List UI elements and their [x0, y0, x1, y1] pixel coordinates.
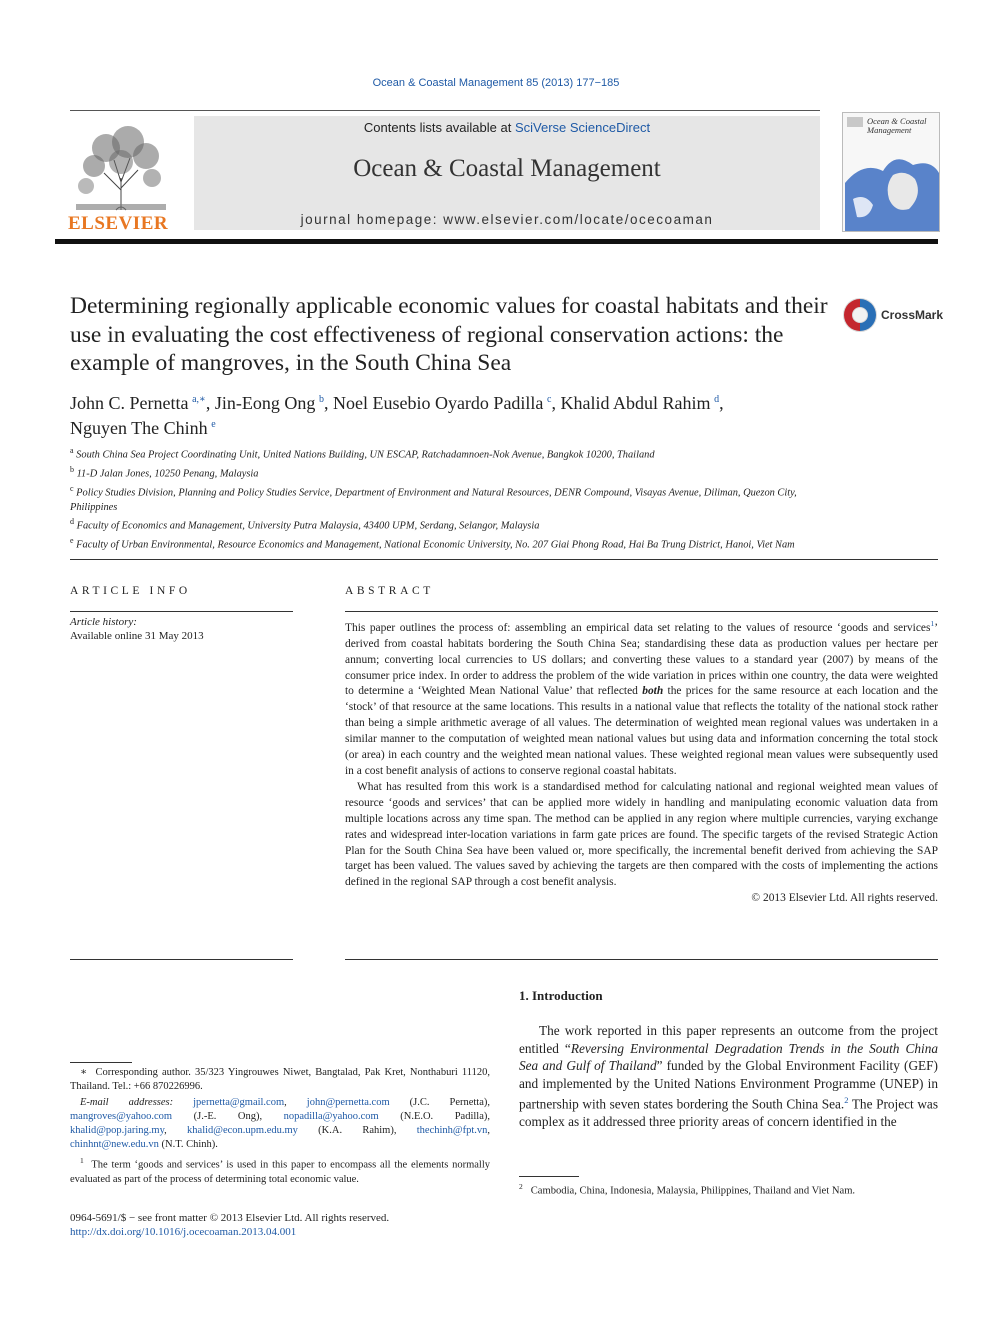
- affiliation-item: [70, 444, 830, 463]
- abstract-emphasis: both: [642, 685, 664, 698]
- affiliation-key: b: [70, 464, 74, 474]
- email-link[interactable]: thechinh@fpt.vn: [416, 1125, 488, 1137]
- introduction-body: [519, 1022, 938, 1130]
- corresponding-author-note: [70, 1066, 490, 1095]
- article-title: Determining regionally applicable economic values for coastal habitats and their use in evaluating the cost effectiveness of regional conservation actions: the example of mangroves, in the South China Sea: [70, 293, 828, 376]
- email-separator: (N.E.O. Padilla),: [378, 1110, 490, 1122]
- journal-citation[interactable]: Ocean & Coastal Management 85 (2013) 177−185: [372, 77, 620, 89]
- corresponding-text: Corresponding author. 35/323 Yingrouwes Niwet, Bangtalad, Pak Kret, Nonthaburi 11120, Thailand. Tel.: +66 870226996.: [70, 1067, 490, 1093]
- author-affiliation-mark[interactable]: a,∗: [192, 394, 206, 405]
- affiliation-item: [70, 463, 830, 482]
- footnote-1: [70, 1154, 490, 1187]
- contents-prefix: Contents lists available at: [363, 120, 515, 135]
- crossmark-icon: [841, 296, 881, 336]
- sciencedirect-link[interactable]: SciVerse ScienceDirect: [514, 120, 651, 135]
- author-affiliation-mark[interactable]: d: [714, 394, 720, 405]
- cover-title: Ocean & Coastal Management: [867, 116, 927, 135]
- abstract-text: the prices for the same resource at each location and the ‘stock’ of that resource at the same locations. This results in a national value that reflects the totality of the national stock rather than being a simple arithmetic average of all values. The determination of weighted mean regional values was undertaken in a similar manner to the computation of weighted mean national values but using data and information concerning the total stock (or area) in each country and the weighted mean national values. These weighted regional mean values were subsequently used in a cost benefit analysis of actions to conserve regional coastal habitats.: [345, 685, 938, 777]
- affiliation-key: d: [70, 517, 74, 527]
- article-history-value: Available online 31 May 2013: [70, 630, 204, 642]
- affiliation-text: Faculty of Urban Environmental, Resource Economics and Management, National Economic University, No. 207 Giai Phong Road, Hai Ba Trung District, Hanoi, Viet Nam: [76, 539, 795, 551]
- section-heading-introduction: 1. Introduction: [519, 988, 603, 1003]
- intro-text: The Project was complex as it addressed three priority areas of concern identified in the: [519, 1096, 939, 1129]
- email-separator: ,: [164, 1125, 188, 1137]
- email-link[interactable]: nopadilla@yahoo.com: [283, 1110, 379, 1122]
- footnote-rule-left: [70, 1062, 132, 1063]
- author-name[interactable]: Nguyen The Chinh: [70, 418, 208, 438]
- header-rule: [70, 110, 820, 111]
- homepage-link[interactable]: www.elsevier.com/locate/ocecoaman: [443, 212, 714, 227]
- email-link[interactable]: jpernetta@gmail.com: [193, 1096, 285, 1108]
- author-affiliation-mark[interactable]: b: [318, 394, 324, 405]
- abstract-rule: [345, 611, 938, 612]
- email-link[interactable]: chinhnt@new.edu.vn: [70, 1139, 159, 1151]
- abstract-text: This paper outlines the process of: assembling an empirical data set relating to the values of resource ‘goods and services: [345, 621, 931, 634]
- email-separator: ,: [487, 1125, 490, 1137]
- elsevier-wordmark: ELSEVIER: [68, 213, 169, 234]
- author-separator: ,: [205, 393, 215, 413]
- footnote-2-mark: 2: [519, 1182, 523, 1191]
- affiliation-rule: [70, 559, 938, 560]
- doi-link[interactable]: http://dx.doi.org/10.1016/j.ocecoaman.2013.04.001: [70, 1226, 297, 1238]
- affiliation-text: 11-D Jalan Jones, 10250 Penang, Malaysia: [76, 468, 259, 480]
- abstract-text: ’ derived from coastal habitats bordering the South China Sea; standardising these data as production values per hectare per annum; converting local currencies to US dollars; and converting these values to a standard year (2007) by means of the consumer price index. In order to address the problem of the wide variation in prices within one country, the data were weighted to determine a ‘Weighted Mean National Value’ that reflected: [345, 621, 938, 698]
- affiliation-text: Faculty of Economics and Management, University Putra Malaysia, 43400 UPM, Serdang, Selangor, Malaysia: [76, 520, 540, 532]
- journal-cover-thumbnail[interactable]: [842, 112, 940, 232]
- article-info-rule: [70, 611, 293, 612]
- footnote-2: [519, 1182, 938, 1197]
- footnote-2-text: Cambodia, China, Indonesia, Malaysia, Philippines, Thailand and Viet Nam.: [530, 1185, 856, 1197]
- email-separator: (J.C. Pernetta),: [389, 1096, 491, 1108]
- abstract-body: [345, 616, 938, 907]
- abstract-copyright: © 2013 Elsevier Ltd. All rights reserved.: [751, 892, 938, 905]
- author-affiliation-mark[interactable]: c: [547, 394, 552, 405]
- journal-title: Ocean & Coastal Management: [353, 155, 661, 182]
- crossmark-label: CrossMark: [881, 308, 944, 322]
- abstract-paragraph-2: What has resulted from this work is a standardised method for calculating national and regional weighted mean values of resource ‘goods and services’ that can be applied more widely in handling and manipulating economic valuation data from multiple locations across any time span. The method can be applied in any region where multiple currencies, varying exchange rates and widespread inter-location variations in farm gate prices are found. The specific targets of the revised Strategic Action Plan for the South China Sea have been valued or, more specifically, the incremental benefit derived from achieving the SAP target has been valued. The values saved by achieving the targets are then compared with the costs of implementing the actions defined in the regional SAP through a cost benefit analysis.: [345, 780, 938, 889]
- article-info-bottom-rule: [70, 959, 293, 960]
- intro-text: ” funded by the Global Environment Facility (GEF) and implemented by the United Nations Environment Programme (UNEP) in partnership with seven states bordering the South China Sea.: [519, 1058, 938, 1112]
- affiliation-key: c: [70, 483, 74, 493]
- email-link[interactable]: khalid@pop.jaring.my: [70, 1125, 165, 1137]
- author-list: [70, 389, 870, 439]
- author-separator: ,: [719, 393, 724, 413]
- affiliation-text: Policy Studies Division, Planning and Policy Studies Service, Department of Environment and Natural Resources, DENR Compound, Visayas Avenue, Diliman, Quezon City, Philippines: [70, 487, 797, 513]
- article-info-heading: ARTICLE INFO: [70, 585, 191, 597]
- email-link[interactable]: john@pernetta.com: [306, 1096, 390, 1108]
- footnote-ref-1[interactable]: 1: [930, 619, 935, 628]
- author-name[interactable]: Jin-Eong Ong: [214, 393, 316, 413]
- footnote-ref-2[interactable]: 2: [844, 1095, 849, 1105]
- footnote-1-text: The term ‘goods and services’ is used in this paper to encompass all the elements normally evaluated as part of the process of determining total economic value.: [70, 1159, 491, 1185]
- footnote-rule-right: [519, 1176, 579, 1177]
- affiliation-item: [70, 482, 830, 515]
- crossmark-badge[interactable]: [841, 296, 944, 336]
- email-separator: (N.T. Chinh).: [158, 1139, 218, 1151]
- affiliation-key: e: [70, 535, 74, 545]
- author-name[interactable]: Khalid Abdul Rahim: [560, 393, 711, 413]
- issn-line: 0964-5691/$ − see front matter © 2013 Elsevier Ltd. All rights reserved.: [70, 1212, 390, 1224]
- email-link[interactable]: khalid@econ.upm.edu.my: [187, 1125, 298, 1137]
- affiliation-key: a: [70, 446, 74, 455]
- author-separator: ,: [551, 393, 561, 413]
- affiliations: [70, 444, 830, 553]
- homepage-line: [194, 212, 820, 227]
- intro-text: The work reported in this paper represents an outcome from the project entitled “: [519, 1023, 938, 1056]
- email-separator: ,: [284, 1096, 307, 1108]
- abstract-paragraph-1: [345, 616, 938, 780]
- corresponding-mark: ∗: [80, 1067, 88, 1078]
- email-separator: (K.A. Rahim),: [297, 1125, 417, 1137]
- footnote-1-mark: 1: [80, 1155, 84, 1165]
- homepage-prefix: journal homepage:: [300, 212, 444, 227]
- project-title: Reversing Environmental Degradation Trends in the South China Sea and Gulf of Thailand: [519, 1040, 939, 1073]
- affiliation-text: South China Sea Project Coordinating Unit, United Nations Building, UN ESCAP, Ratchadamnoen-Nok Avenue, Bangkok 10200, Thailand: [76, 449, 655, 461]
- email-link[interactable]: mangroves@yahoo.com: [70, 1110, 173, 1122]
- contents-line: [194, 120, 820, 135]
- cover-map-icon: [843, 113, 939, 231]
- author-separator: ,: [323, 393, 333, 413]
- email-addresses: [70, 1096, 490, 1153]
- introduction-paragraph: [519, 1022, 938, 1130]
- affiliation-item: [70, 515, 830, 534]
- affiliation-item: [70, 534, 830, 553]
- author-name[interactable]: Noel Eusebio Oyardo Padilla: [332, 393, 544, 413]
- email-label: E-mail addresses:: [80, 1096, 174, 1108]
- header-thick-rule: [55, 239, 938, 244]
- footnotes: [70, 1066, 490, 1188]
- email-separator: (J.-E. Ong),: [172, 1110, 284, 1122]
- author-affiliation-mark[interactable]: e: [211, 419, 216, 430]
- abstract-heading: ABSTRACT: [345, 585, 434, 597]
- abstract-bottom-rule: [345, 959, 938, 960]
- article-history-label: Article history:: [70, 616, 137, 628]
- author-name[interactable]: John C. Pernetta: [70, 393, 189, 413]
